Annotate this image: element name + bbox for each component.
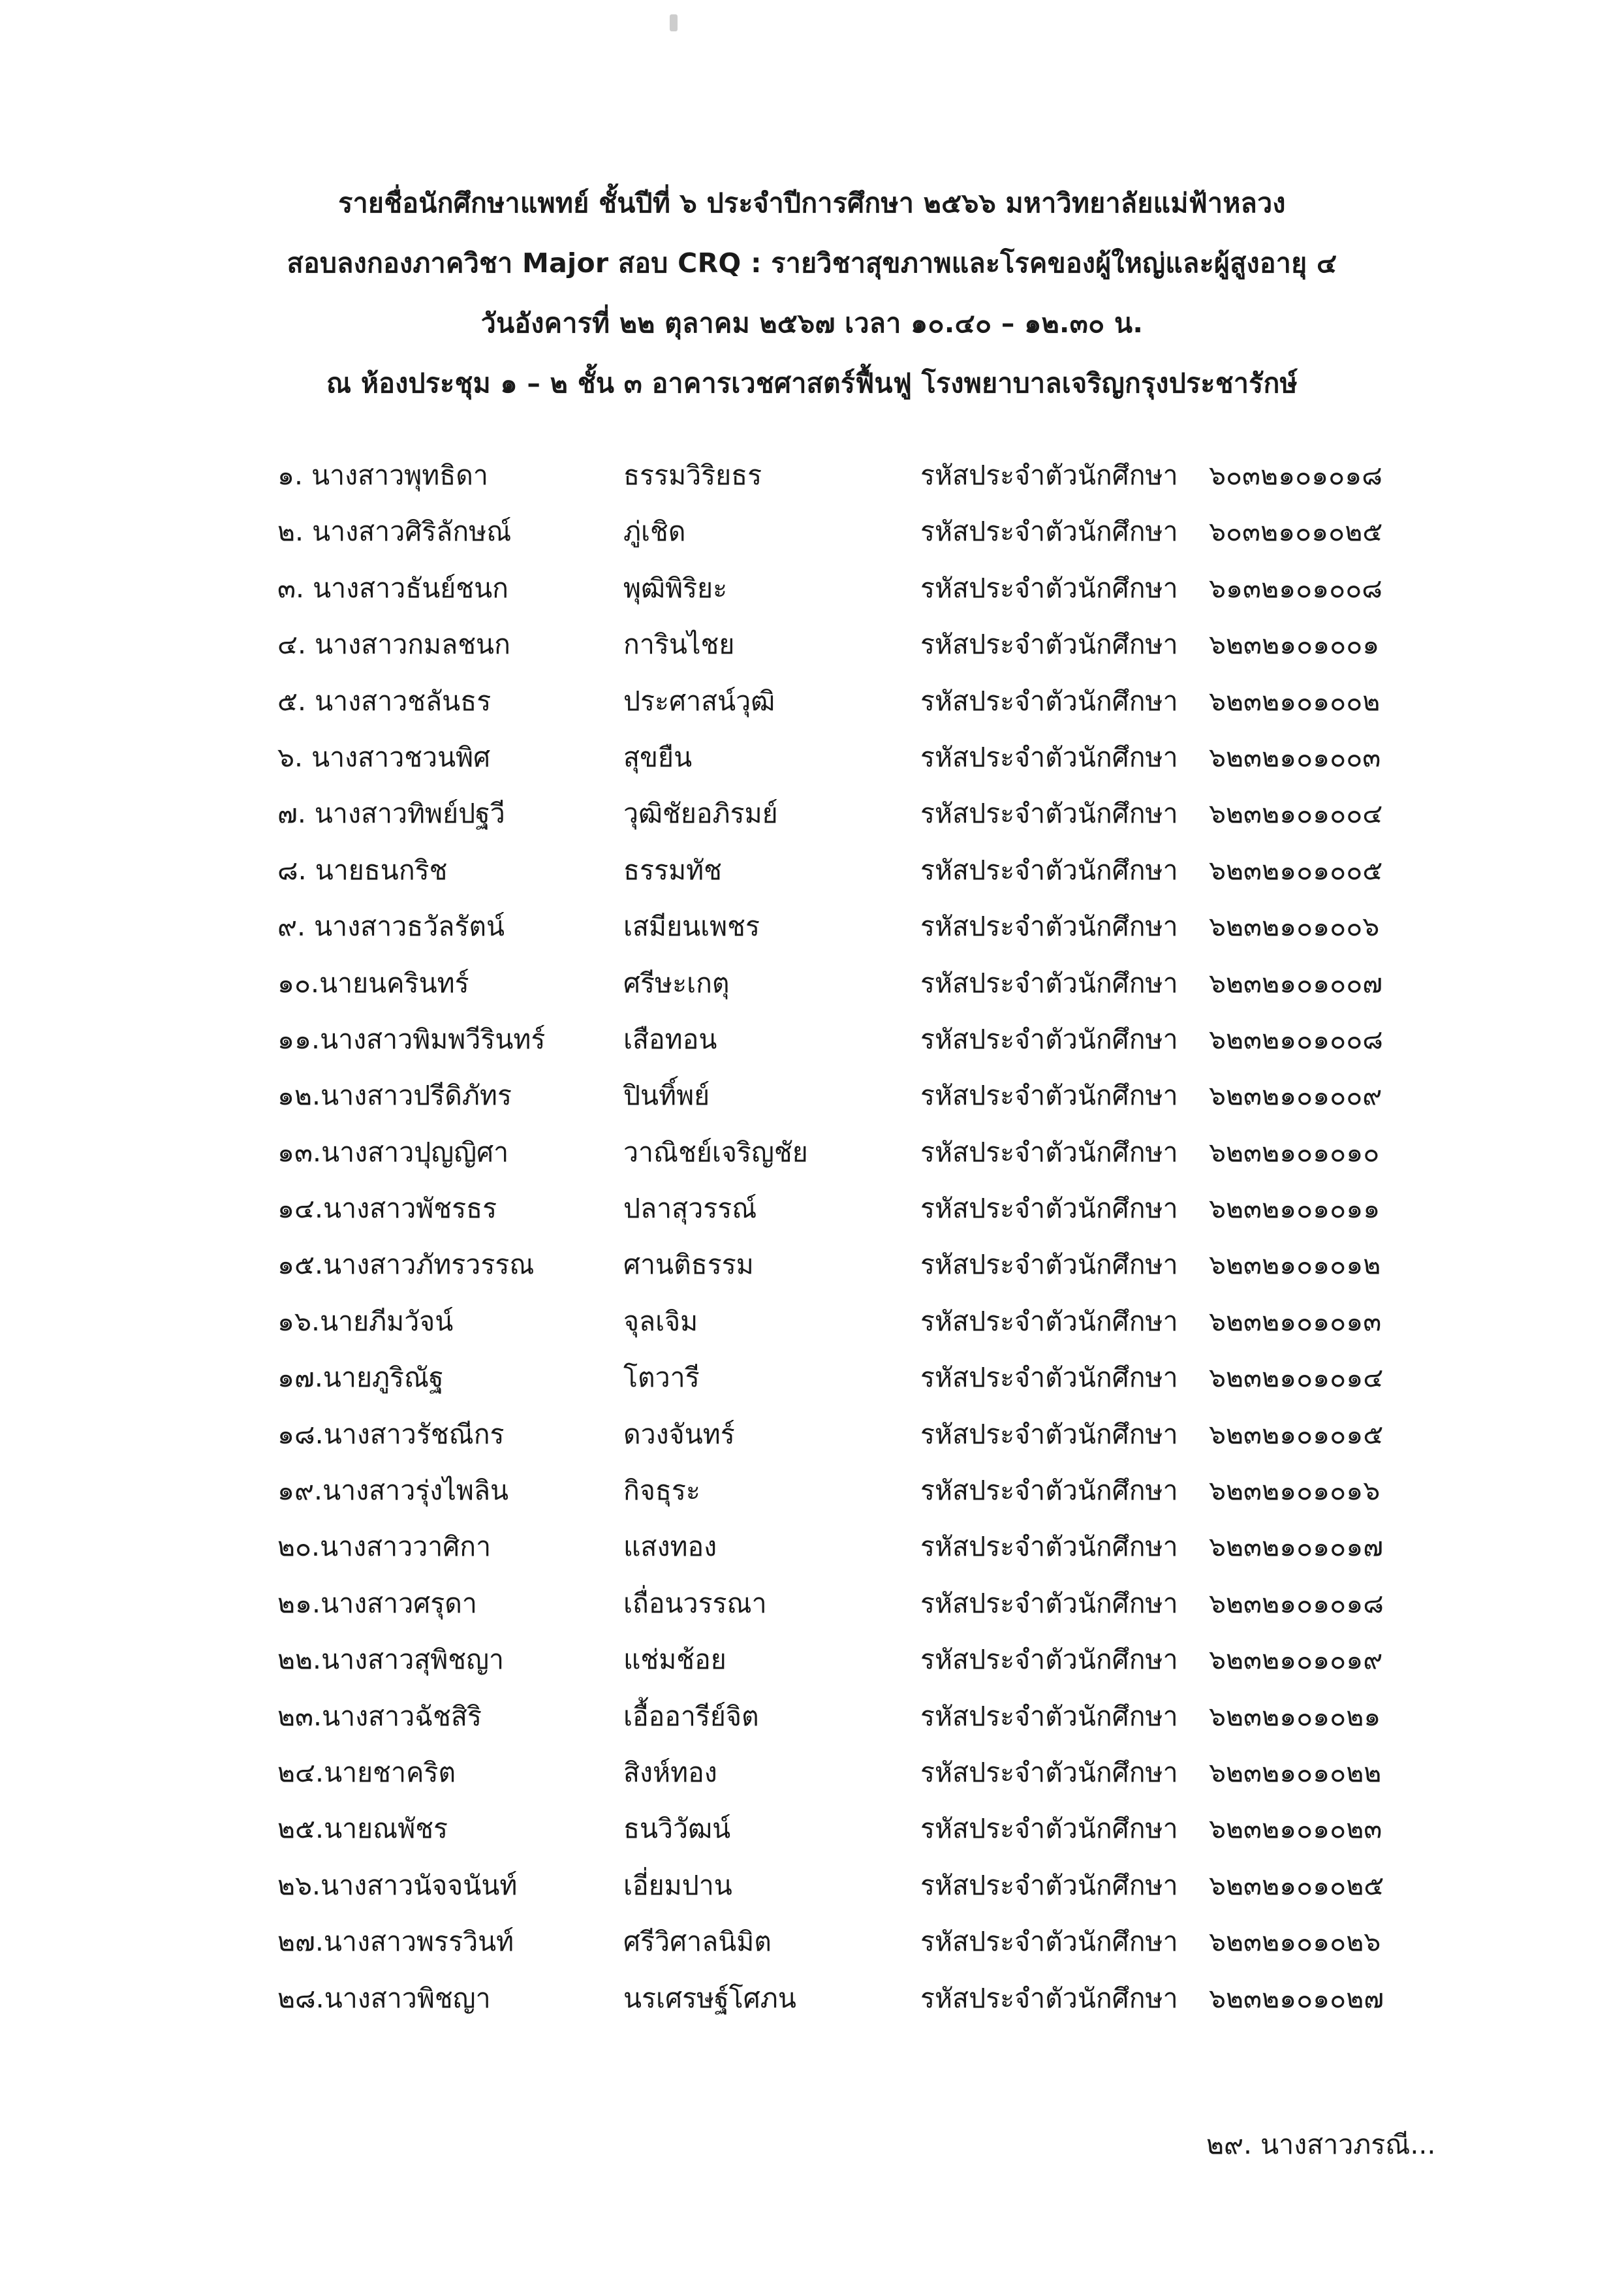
student-id: ๖๒๓๒๑๐๑๐๑๕ [1209,1418,1384,1450]
student-name: ๙. นางสาวธวัลรัตน์ [277,911,505,943]
student-surname: ศานติธรรม [623,1249,754,1281]
student-row [0,842,1624,898]
student-surname: กิจธุระ [623,1475,700,1507]
student-id: ๖๒๓๒๑๐๑๐๒๓ [1209,1813,1382,1845]
student-row [0,955,1624,1011]
student-surname: จุลเจิม [623,1305,698,1337]
student-name: ๑๖.นายภีมวัจน์ [277,1305,454,1337]
student-row [0,1236,1624,1293]
student-surname: ประศาสน์วุฒิ [623,685,775,717]
student-id: ๖๒๓๒๑๐๑๐๐๗ [1209,967,1383,999]
student-surname: สุขยืน [623,741,693,773]
student-row [0,785,1624,841]
student-surname: วุฒิชัยอภิรมย์ [623,798,778,830]
student-row [0,1970,1624,2026]
student-name: ๒๖.นางสาวนัจจนันท์ [277,1869,518,1901]
student-surname: เสมียนเพชร [623,911,760,943]
student-name: ๒. นางสาวศิริลักษณ์ [277,516,512,548]
header-date-time: วันอังคารที่ ๒๒ ตุลาคม ๒๕๖๗ เวลา ๑๐.๔๐ – ๑๒.๓๐ น. [480,307,1144,339]
student-id-label: รหัสประจำตัวนักศึกษา [920,1305,1178,1337]
student-name: ๑๘.นางสาวรัชณีกร [277,1418,505,1450]
student-name: ๑๕.นางสาวภัทรวรรณ [277,1249,535,1281]
student-name: ๒๔.นายชาคริต [277,1756,456,1788]
student-id-label: รหัสประจำตัวนักศึกษา [920,1362,1178,1394]
student-surname: ธรรมทัช [623,854,722,886]
student-id-label: รหัสประจำตัวนักศึกษา [920,1756,1178,1788]
student-row [0,1575,1624,1631]
student-id: ๖๐๓๒๑๐๑๐๒๕ [1209,516,1383,548]
student-surname: วาณิชย์เจริญชัย [623,1136,808,1168]
student-id-label: รหัสประจำตัวนักศึกษา [920,1587,1178,1619]
student-surname: การินไชย [623,629,735,661]
student-surname: นรเศรษฐ์โศภน [623,1982,796,2014]
student-name: ๒๐.นางสาววาศิกา [277,1531,492,1563]
student-row [0,1293,1624,1349]
student-name: ๒๘.นางสาวพิชญา [277,1982,491,2014]
student-id: ๖๒๓๒๑๐๑๐๐๓ [1209,741,1381,773]
student-name: ๒๑.นางสาวศรุดา [277,1587,477,1619]
student-surname: เอี่ยมปาน [623,1869,732,1901]
student-id: ๖๒๓๒๑๐๑๐๑๒ [1209,1249,1381,1281]
document-header [0,173,1624,413]
student-row [0,1688,1624,1744]
student-row [0,1857,1624,1913]
student-row [0,1124,1624,1180]
student-name: ๑๑.นางสาวพิมพวีรินทร์ [277,1023,546,1055]
student-id-label: รหัสประจำตัวนักศึกษา [920,1023,1178,1055]
student-id-label: รหัสประจำตัวนักศึกษา [920,1700,1178,1732]
student-name: ๒๕.นายณพัชร [277,1813,448,1845]
student-id-label: รหัสประจำตัวนักศึกษา [920,741,1178,773]
student-name: ๘. นายธนกริช [277,854,448,886]
student-row [0,1462,1624,1518]
student-id-label: รหัสประจำตัวนักศึกษา [920,1249,1178,1281]
student-row [0,898,1624,954]
student-id: ๖๒๓๒๑๐๑๐๐๑ [1209,629,1380,661]
student-row [0,560,1624,616]
student-id-label: รหัสประจำตัวนักศึกษา [920,1136,1178,1168]
student-id: ๖๒๓๒๑๐๑๐๑๐ [1209,1136,1380,1168]
student-name: ๒๒.นางสาวสุพิชญา [277,1644,505,1676]
student-list [0,447,1624,2026]
student-row [0,1801,1624,1857]
student-surname: ปลาสุวรรณ์ [623,1193,757,1225]
student-surname: ศรีวิศาลนิมิต [623,1926,772,1958]
student-surname: โตวารี [623,1362,700,1394]
student-id-label: รหัสประจำตัวนักศึกษา [920,1982,1178,2014]
student-name: ๑๐.นายนครินทร์ [277,967,469,999]
student-id-label: รหัสประจำตัวนักศึกษา [920,1475,1178,1507]
student-name: ๑๔.นางสาวพัชรธร [277,1193,497,1225]
student-id: ๖๒๓๒๑๐๑๐๑๘ [1209,1587,1384,1619]
student-id: ๖๒๓๒๑๐๑๐๒๕ [1209,1869,1384,1901]
student-id-label: รหัสประจำตัวนักศึกษา [920,1926,1178,1958]
student-row [0,1518,1624,1575]
student-id: ๖๐๓๒๑๐๑๐๑๘ [1209,460,1382,491]
student-name: ๔. นางสาวกมลชนก [277,629,510,661]
student-row [0,503,1624,559]
student-id-label: รหัสประจำตัวนักศึกษา [920,854,1178,886]
student-id: ๖๒๓๒๑๐๑๐๒๖ [1209,1926,1381,1958]
student-row [0,673,1624,729]
student-surname: ธรรมวิริยธร [623,460,762,491]
student-surname: เอื้ออารีย์จิต [623,1700,759,1732]
student-id: ๖๒๓๒๑๐๑๐๑๓ [1209,1305,1382,1337]
student-id: ๖๒๓๒๑๐๑๐๐๔ [1209,798,1383,830]
header-exam-subject: สอบลงกองภาควิชา Major สอบ CRQ : รายวิชาสุขภาพและโรคของผู้ใหญ่และผู้สูงอายุ ๔ [287,247,1337,279]
student-surname: สิงห์ทอง [623,1756,717,1788]
student-id-label: รหัสประจำตัวนักศึกษา [920,685,1178,717]
student-row [0,1744,1624,1801]
header-location: ณ ห้องประชุม ๑ – ๒ ชั้น ๓ อาคารเวชศาสตร์ฟื้นฟู โรงพยาบาลเจริญกรุงประชารักษ์ [326,368,1298,399]
student-row [0,1180,1624,1236]
student-id: ๖๒๓๒๑๐๑๐๑๖ [1209,1475,1381,1507]
student-row [0,1011,1624,1067]
student-id-label: รหัสประจำตัวนักศึกษา [920,1193,1178,1225]
student-name: ๒๗.นางสาวพรรวินท์ [277,1926,514,1958]
student-surname: ศรีษะเกตุ [623,967,730,999]
student-id: ๖๒๓๒๑๐๑๐๐๘ [1209,1023,1383,1055]
student-id-label: รหัสประจำตัวนักศึกษา [920,629,1178,661]
student-id: ๖๒๓๒๑๐๑๐๑๔ [1209,1362,1384,1394]
student-name: ๑๒.นางสาวปรีดิภัทร [277,1080,512,1112]
student-row [0,1631,1624,1688]
student-id: ๖๒๓๒๑๐๑๐๑๗ [1209,1531,1384,1563]
student-row [0,1067,1624,1124]
student-name: ๓. นางสาวธันย์ชนก [277,572,508,604]
student-row [0,729,1624,785]
header-title: รายชื่อนักศึกษาแพทย์ ชั้นปีที่ ๖ ประจำปีการศึกษา ๒๕๖๖ มหาวิทยาลัยแม่ฟ้าหลวง [338,187,1286,219]
student-surname: เสือทอน [623,1023,717,1055]
student-name: ๑. นางสาวพุทธิดา [277,460,488,491]
student-surname: พุฒิพิริยะ [623,572,728,604]
student-id-label: รหัสประจำตัวนักศึกษา [920,460,1178,491]
student-surname: เถื่อนวรรณา [623,1587,767,1619]
student-surname: ดวงจันทร์ [623,1418,735,1450]
student-id: ๖๒๓๒๑๐๑๐๐๙ [1209,1080,1382,1112]
student-row [0,1913,1624,1970]
student-id-label: รหัสประจำตัวนักศึกษา [920,798,1178,830]
student-row [0,447,1624,503]
student-name: ๑๗.นายภูริณัฐ [277,1362,444,1394]
student-name: ๕. นางสาวชลันธร [277,685,492,717]
student-name: ๖. นางสาวชวนพิศ [277,741,491,773]
student-id-label: รหัสประจำตัวนักศึกษา [920,1531,1178,1563]
student-id-label: รหัสประจำตัวนักศึกษา [920,1418,1178,1450]
student-name: ๗. นางสาวทิพย์ปฐวี [277,798,505,830]
student-id-label: รหัสประจำตัวนักศึกษา [920,967,1178,999]
student-id: ๖๒๓๒๑๐๑๐๑๑ [1209,1193,1381,1225]
student-surname: ปินทิ์พย์ [623,1080,710,1112]
student-surname: แช่มช้อย [623,1644,726,1676]
student-id-label: รหัสประจำตัวนักศึกษา [920,1813,1178,1845]
student-name: ๑๓.นางสาวปุญญิศา [277,1136,509,1168]
student-id-label: รหัสประจำตัวนักศึกษา [920,1869,1178,1901]
student-name: ๒๓.นางสาวฉัชสิริ [277,1700,482,1732]
student-surname: ภู่เชิด [623,516,686,548]
student-id: ๖๒๓๒๑๐๑๐๑๙ [1209,1644,1383,1676]
student-id: ๖๒๓๒๑๐๑๐๐๕ [1209,854,1383,886]
student-row [0,1406,1624,1462]
student-id: ๖๒๓๒๑๐๑๐๐๒ [1209,685,1381,717]
student-id-label: รหัสประจำตัวนักศึกษา [920,1080,1178,1112]
scan-speck [670,14,678,31]
student-id: ๖๒๓๒๑๐๑๐๒๗ [1209,1982,1384,2014]
student-id: ๖๒๓๒๑๐๑๐๐๖ [1209,911,1380,943]
continuation-note: ๒๙. นางสาวภรณี... [1206,2129,1436,2160]
student-id: ๖๒๓๒๑๐๑๐๒๒ [1209,1756,1382,1788]
student-id-label: รหัสประจำตัวนักศึกษา [920,911,1178,943]
student-id: ๖๑๓๒๑๐๑๐๐๘ [1209,572,1382,604]
student-surname: แสงทอง [623,1531,717,1563]
student-row [0,1349,1624,1406]
student-id: ๖๒๓๒๑๐๑๐๒๑ [1209,1700,1381,1732]
student-row [0,616,1624,672]
student-id-label: รหัสประจำตัวนักศึกษา [920,572,1178,604]
student-name: ๑๙.นางสาวรุ่งไพลิน [277,1475,509,1507]
student-id-label: รหัสประจำตัวนักศึกษา [920,516,1178,548]
student-id-label: รหัสประจำตัวนักศึกษา [920,1644,1178,1676]
student-surname: ธนวิวัฒน์ [623,1813,731,1845]
